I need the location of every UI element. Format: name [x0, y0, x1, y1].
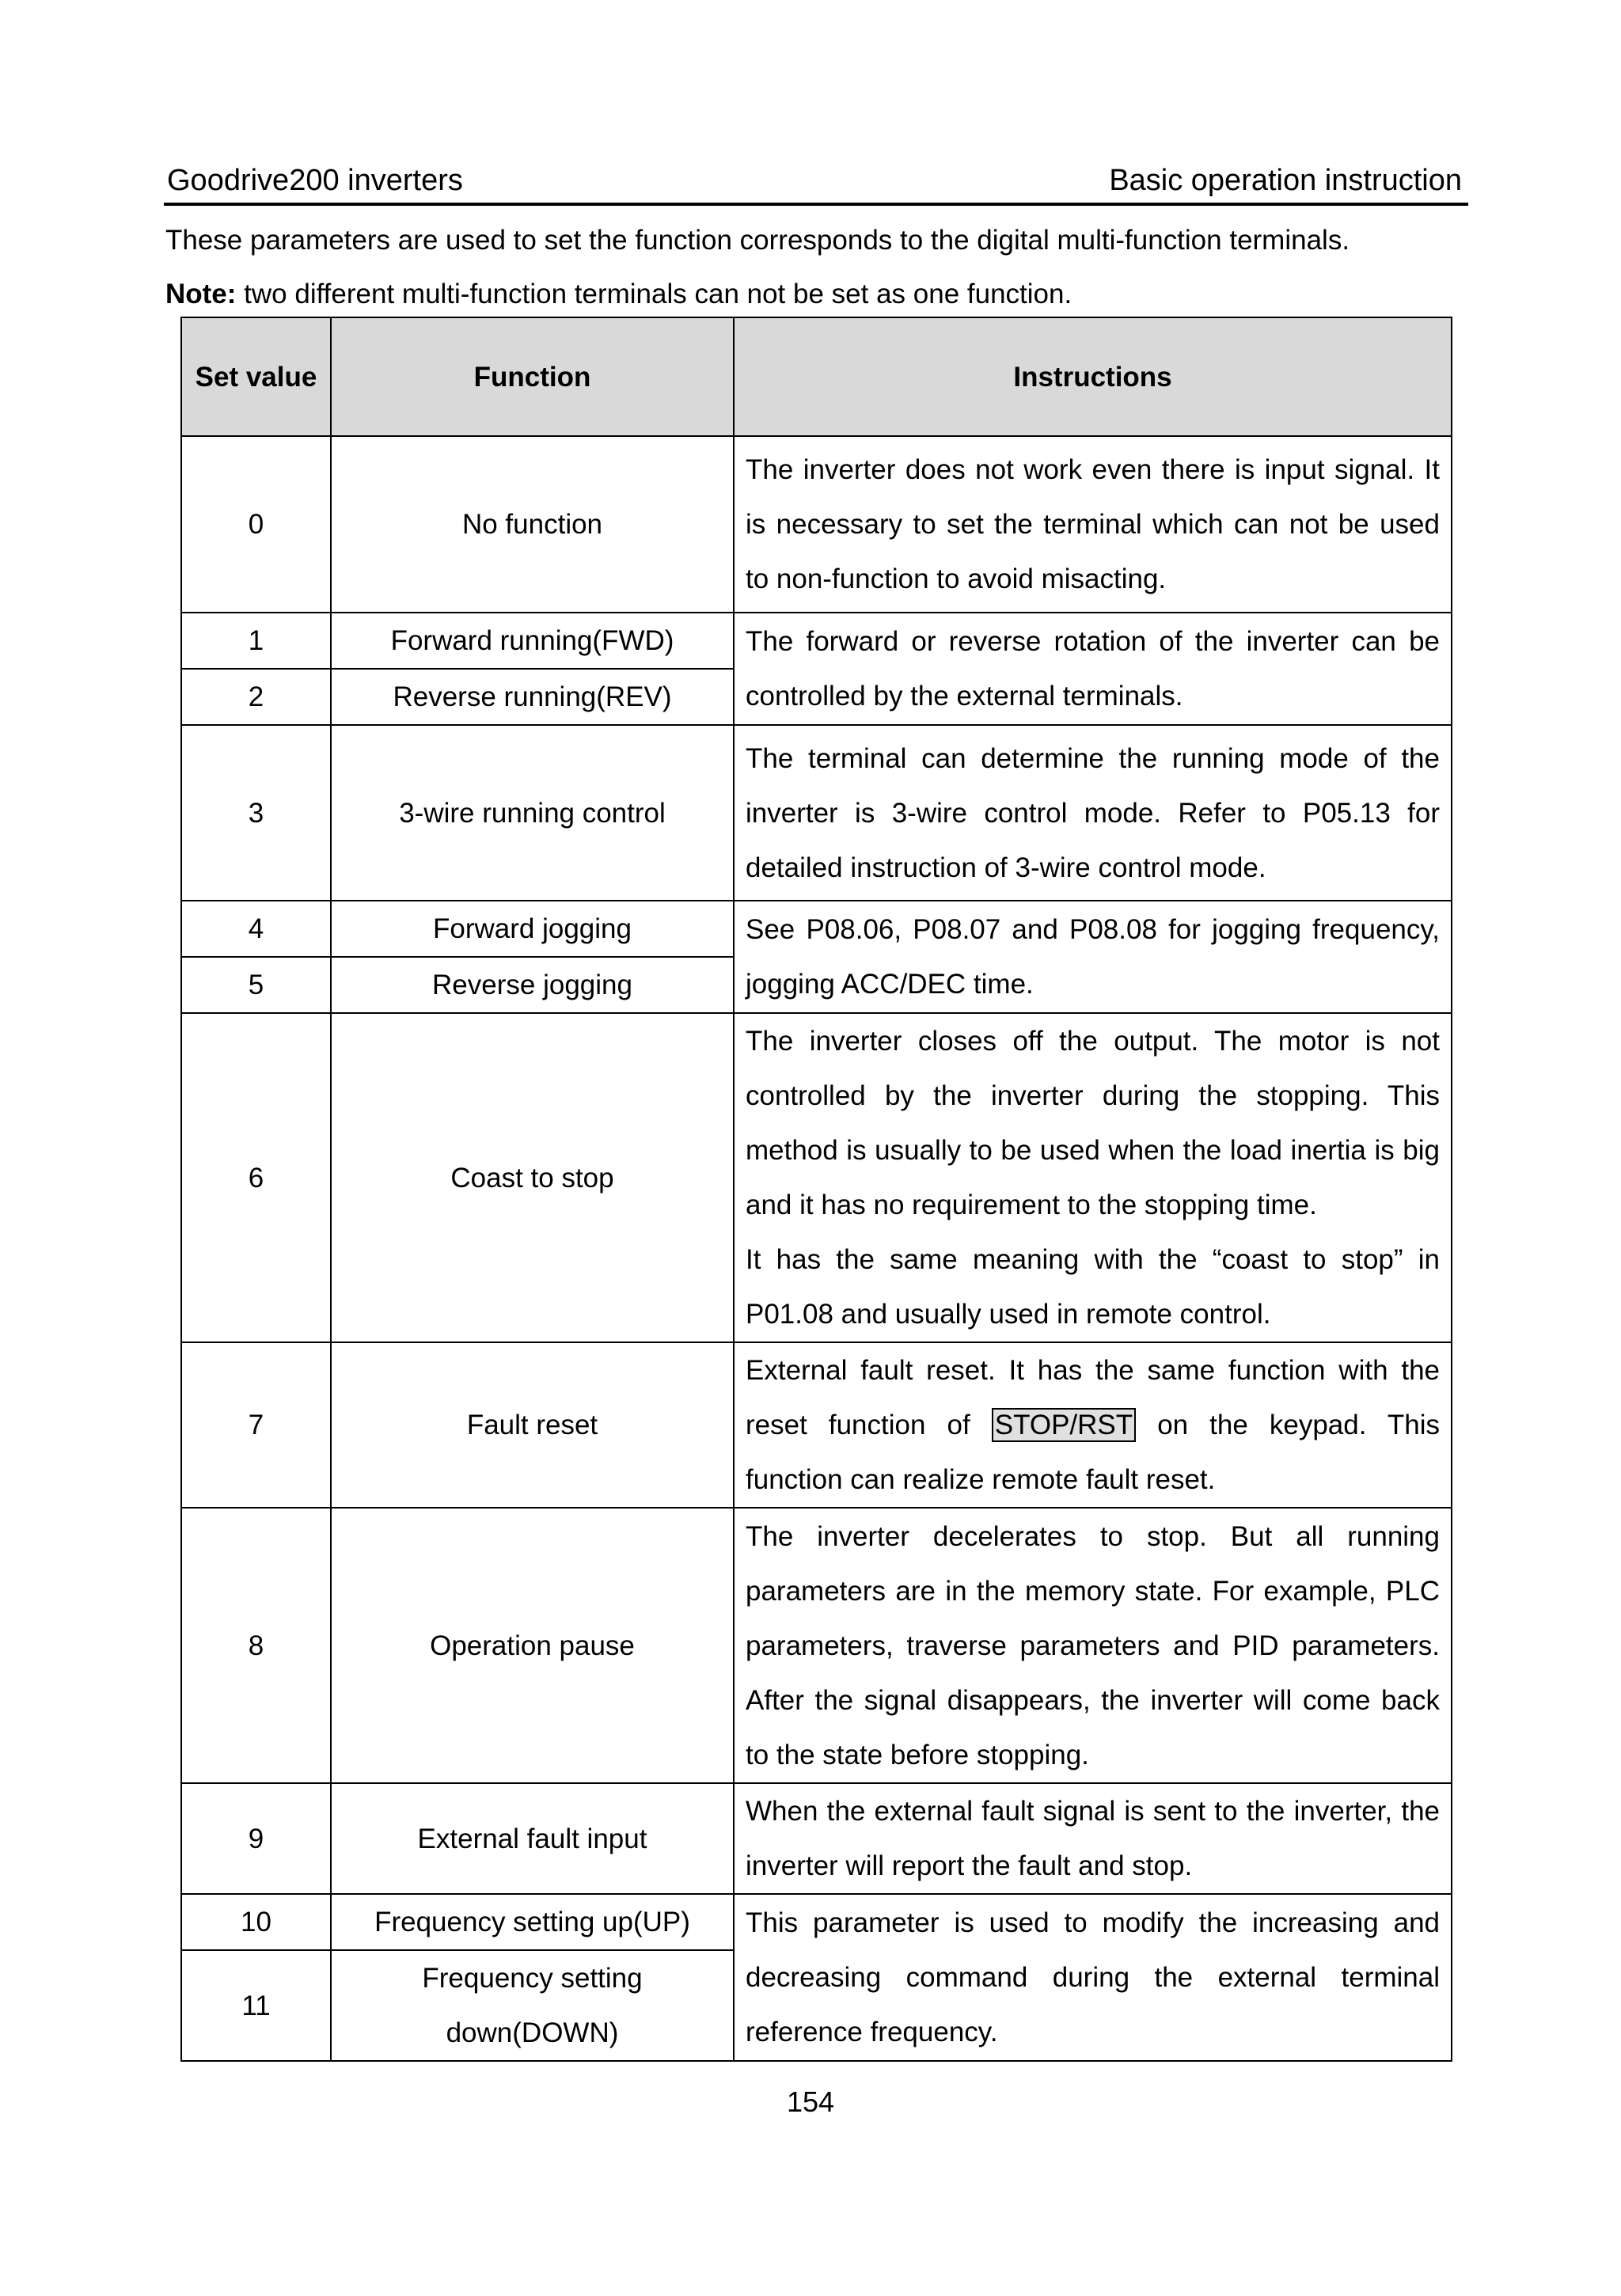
- row-instructions: The inverter decelerates to stop. But all running parameters are in the memory state. For example, PLC parameters, traverse parameters and PID parameters. After the signal disappears, the inverter will come back to the state before stopping.: [734, 1508, 1452, 1783]
- page-header: [164, 164, 1468, 206]
- row-instructions-a: External fault reset. It has the same function with the reset function of: [746, 1355, 1440, 1440]
- stop-rst-key-label: STOP/RST: [992, 1408, 1136, 1442]
- row-value: 5: [181, 957, 331, 1013]
- table-row: [181, 436, 1452, 613]
- row-function: Forward jogging: [331, 901, 734, 957]
- row-value: 0: [181, 436, 331, 613]
- page-number: 154: [786, 2085, 835, 2118]
- note-paragraph: [165, 277, 1072, 312]
- table-row: [181, 1783, 1452, 1894]
- row-value: 3: [181, 725, 331, 901]
- row-instructions: The terminal can determine the running mode of the inverter is 3-wire control mode. Refer to P05.13 for detailed instruction of 3-wire control mode.: [734, 725, 1452, 901]
- table-row: [181, 725, 1452, 901]
- row-value: 4: [181, 901, 331, 957]
- row-value: 11: [181, 1950, 331, 2061]
- row-instructions-b: on the keypad. This function can realize remote fault reset.: [746, 1410, 1440, 1495]
- row-value: 10: [181, 1894, 331, 1950]
- intro-paragraph: These parameters are used to set the function corresponds to the digital multi-function terminals.: [165, 225, 1350, 256]
- row-instructions: The forward or reverse rotation of the inverter can be controlled by the external terminals.: [734, 613, 1452, 725]
- table-row: [181, 1508, 1452, 1783]
- row-instructions-part1: The inverter closes off the output. The motor is not controlled by the inverter during the stopping. This method is usually to be used when the load inertia is big and it has no requirement to the stopping time.: [746, 1026, 1440, 1220]
- row-instructions: [734, 1013, 1452, 1342]
- header-section-title: Basic operation instruction: [1109, 164, 1462, 197]
- row-function: Reverse running(REV): [331, 669, 734, 725]
- header-instructions: Instructions: [734, 317, 1452, 436]
- row-function: Forward running(FWD): [331, 613, 734, 669]
- table-row: [181, 1894, 1452, 1950]
- row-value: 2: [181, 669, 331, 725]
- row-instructions: The inverter does not work even there is input signal. It is necessary to set the terminal which can not be used to non-function to avoid misacting.: [734, 436, 1452, 613]
- note-label: Note:: [165, 279, 237, 309]
- row-instructions: See P08.06, P08.07 and P08.08 for jogging frequency, jogging ACC/DEC time.: [734, 901, 1452, 1013]
- row-value: 7: [181, 1342, 331, 1508]
- row-value: 9: [181, 1783, 331, 1894]
- row-instructions: This parameter is used to modify the increasing and decreasing command during the external terminal reference frequency.: [734, 1894, 1452, 2061]
- table-row: [181, 1342, 1452, 1508]
- row-value: 1: [181, 613, 331, 669]
- header-set-value: Set value: [181, 317, 331, 436]
- row-function: Operation pause: [331, 1508, 734, 1783]
- row-function: Coast to stop: [331, 1013, 734, 1342]
- row-function: Fault reset: [331, 1342, 734, 1508]
- row-function: Reverse jogging: [331, 957, 734, 1013]
- table-row: [181, 613, 1452, 669]
- terminal-function-table: [180, 317, 1452, 2062]
- row-function: Frequency setting up(UP): [331, 1894, 734, 1950]
- table-row: [181, 1013, 1452, 1342]
- row-function: Frequency setting down(DOWN): [331, 1950, 734, 2061]
- row-function: External fault input: [331, 1783, 734, 1894]
- row-instructions-part2: It has the same meaning with the “coast to stop” in P01.08 and usually used in remote control.: [746, 1244, 1440, 1330]
- row-value: 6: [181, 1013, 331, 1342]
- table-row: [181, 901, 1452, 957]
- header-function: Function: [331, 317, 734, 436]
- row-value: 8: [181, 1508, 331, 1783]
- table-header-row: [181, 317, 1452, 436]
- row-function: No function: [331, 436, 734, 613]
- row-instructions: [734, 1342, 1452, 1508]
- note-text: two different multi-function terminals can not be set as one function.: [236, 279, 1072, 309]
- row-instructions: When the external fault signal is sent to the inverter, the inverter will report the fault and stop.: [734, 1783, 1452, 1894]
- row-function: 3-wire running control: [331, 725, 734, 901]
- header-manual-title: Goodrive200 inverters: [167, 164, 463, 197]
